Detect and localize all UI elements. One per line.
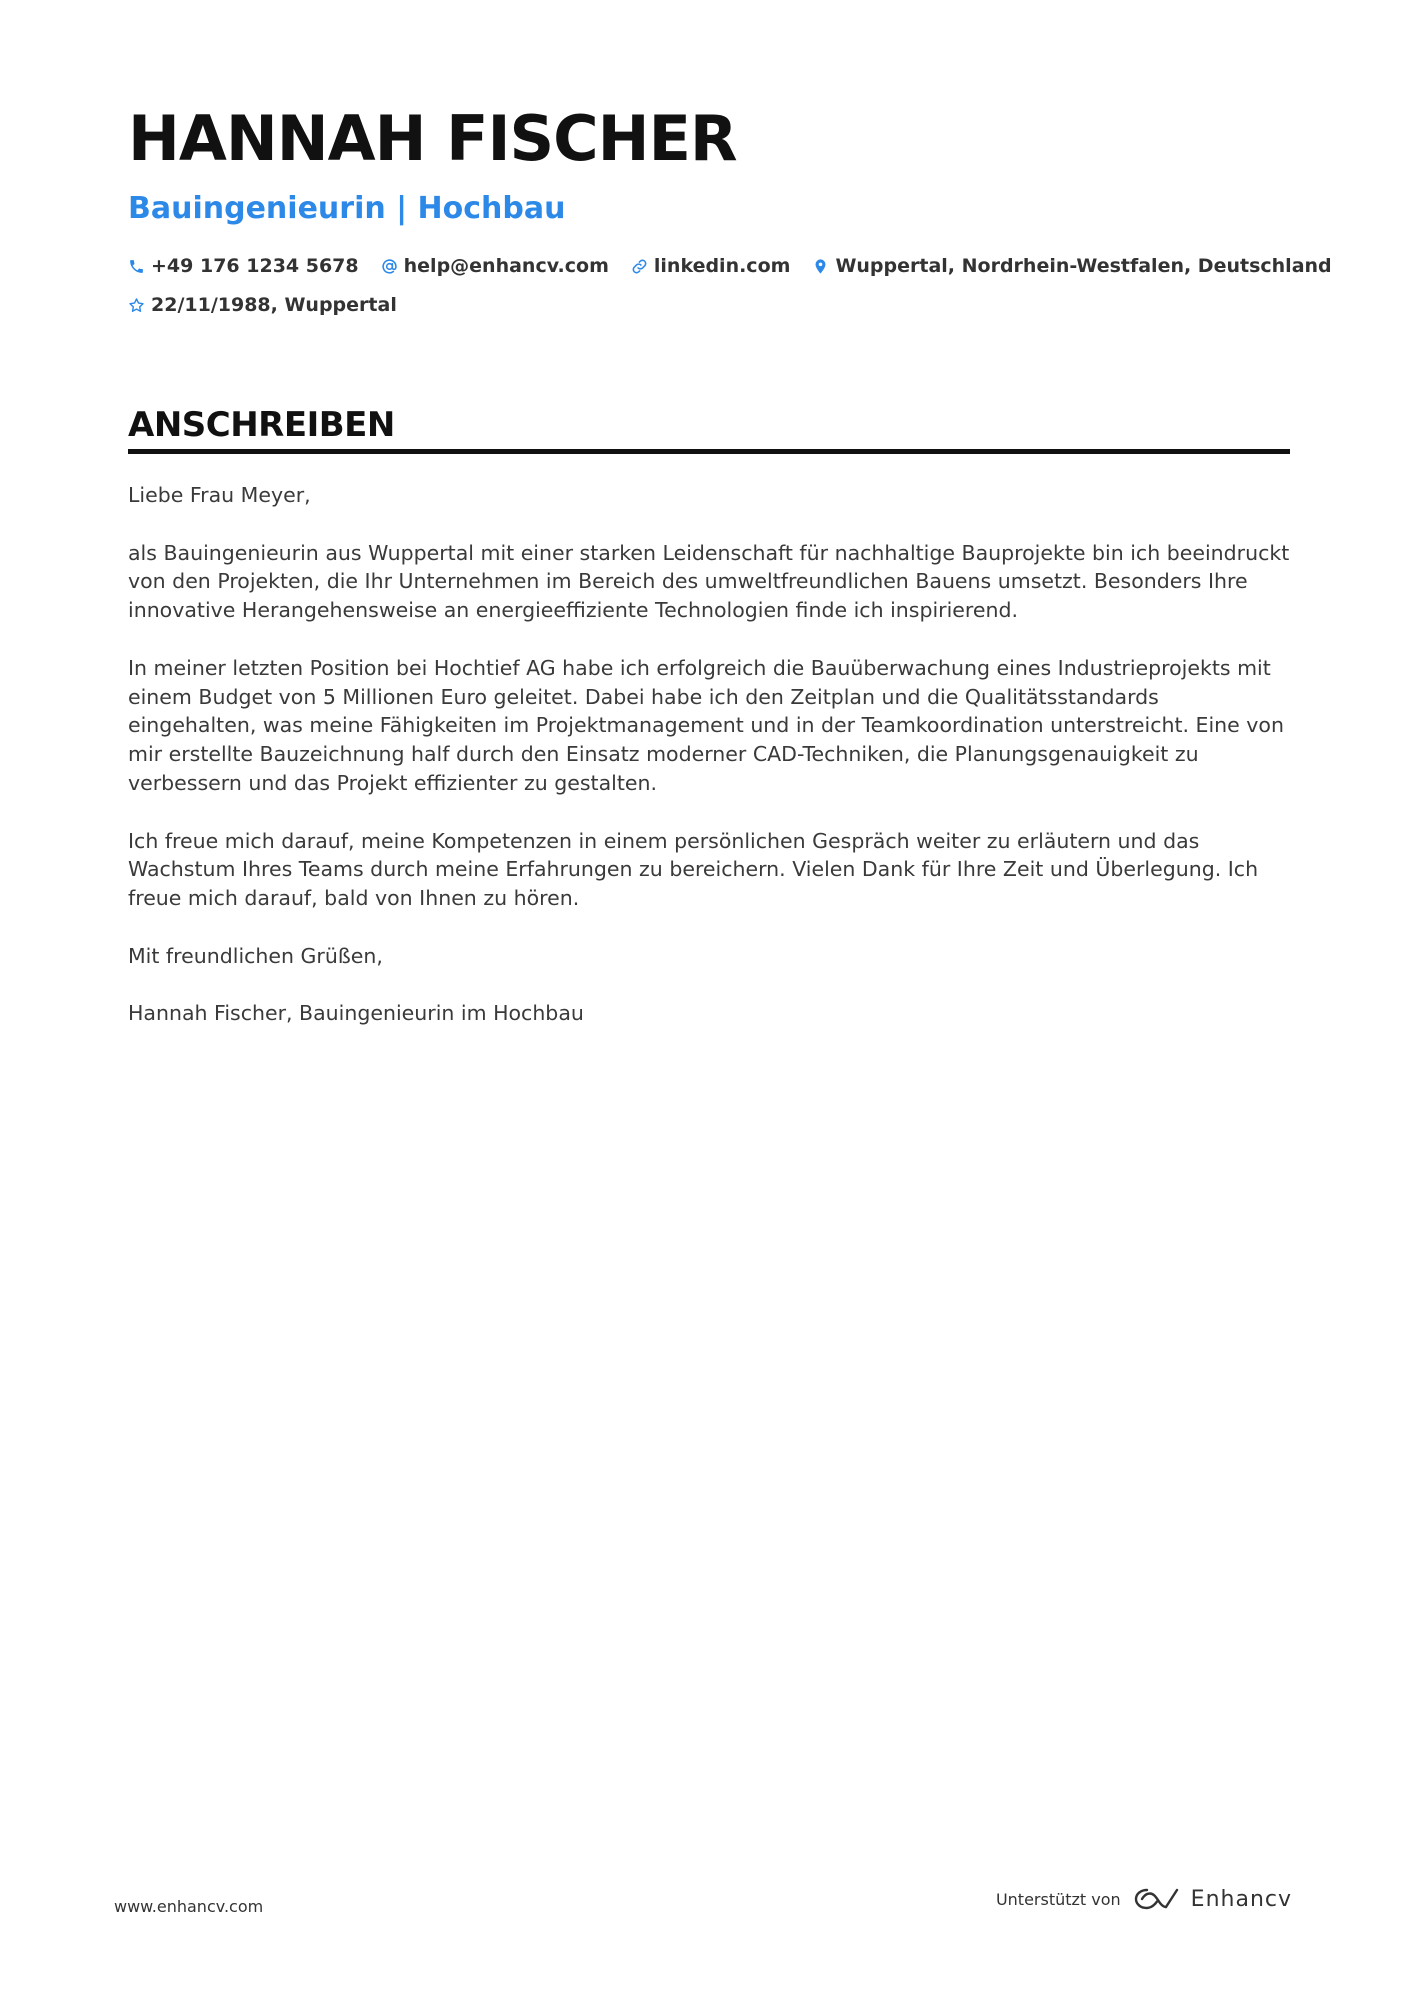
contact-phone xyxy=(128,255,359,277)
letter-paragraph: Ich freue mich darauf, meine Kompetenzen in einem persönlichen Gespräch weiter zu erläutern und das Wachstum Ihres Teams durch meine Erfahrungen zu bereichern. Vielen Dank für Ihre Zeit und Überlegung. Ich freue mich darauf, bald von Ihnen zu hören. xyxy=(128,828,1259,911)
location-text: Wuppertal, Nordrhein-Westfalen, Deutschland xyxy=(835,255,1332,277)
contact-row xyxy=(128,255,1354,277)
section-divider xyxy=(128,449,1290,454)
contact-email xyxy=(381,255,609,277)
letter-paragraph: In meiner letzten Position bei Hochtief AG habe ich erfolgreich die Bauüberwachung eines Industrieprojekts mit einem Budget von 5 Millionen Euro geleitet. Dabei habe ich den Zeitplan und die Qualitätsstandards eingehalten, was meine Fähigkeiten im Projektmanagement und in der Teamkoordination unterstreicht. Eine von mir erstellte Bauzeichnung half durch den Einsatz moderner CAD-Techniken, die Planungsgenauigkeit zu verbessern und das Projekt effizienter zu gestalten. xyxy=(128,655,1284,795)
at-icon xyxy=(381,258,398,275)
enhancv-logo-icon xyxy=(1133,1886,1181,1912)
brand-name: Enhancv xyxy=(1190,1886,1292,1912)
contact-birth xyxy=(128,294,397,316)
applicant-name: HANNAH FISCHER xyxy=(128,102,737,175)
letter-salutation: Liebe Frau Meyer, xyxy=(128,483,311,507)
footer-url[interactable]: www.enhancv.com xyxy=(114,1897,264,1916)
job-title: Bauingenieurin | Hochbau xyxy=(128,191,566,226)
letter-closing: Mit freundlichen Grüßen, xyxy=(128,943,383,968)
powered-by-label: Unterstützt von xyxy=(995,1889,1121,1909)
map-pin-icon xyxy=(812,258,829,275)
phone-text: +49 176 1234 5678 xyxy=(151,255,359,277)
email-text: help@enhancv.com xyxy=(403,255,609,277)
contact-row-secondary xyxy=(128,294,419,316)
letter-body xyxy=(128,481,1290,1057)
letter-paragraph: als Bauingenieurin aus Wuppertal mit einer starken Leidenschaft für nachhaltige Bauprojekte bin ich beeindruckt von den Projekten, die Ihr Unternehmen im Bereich des umweltfreundlichen Bauens umsetzt. Besonders Ihre innovative Herangehensweise an energieeffiziente Technologien finde ich inspirierend. xyxy=(128,540,1290,623)
section-title: ANSCHREIBEN xyxy=(128,405,395,445)
birth-text: 22/11/1988, Wuppertal xyxy=(151,294,397,316)
contact-location xyxy=(812,255,1331,277)
linkedin-text: linkedin.com xyxy=(653,255,791,277)
link-icon xyxy=(631,258,648,275)
phone-icon xyxy=(128,258,145,275)
contact-linkedin xyxy=(631,255,791,277)
star-icon xyxy=(128,297,145,314)
footer-brand xyxy=(996,1886,1292,1912)
letter-signature: Hannah Fischer, Bauingenieurin im Hochbau xyxy=(128,1001,584,1026)
